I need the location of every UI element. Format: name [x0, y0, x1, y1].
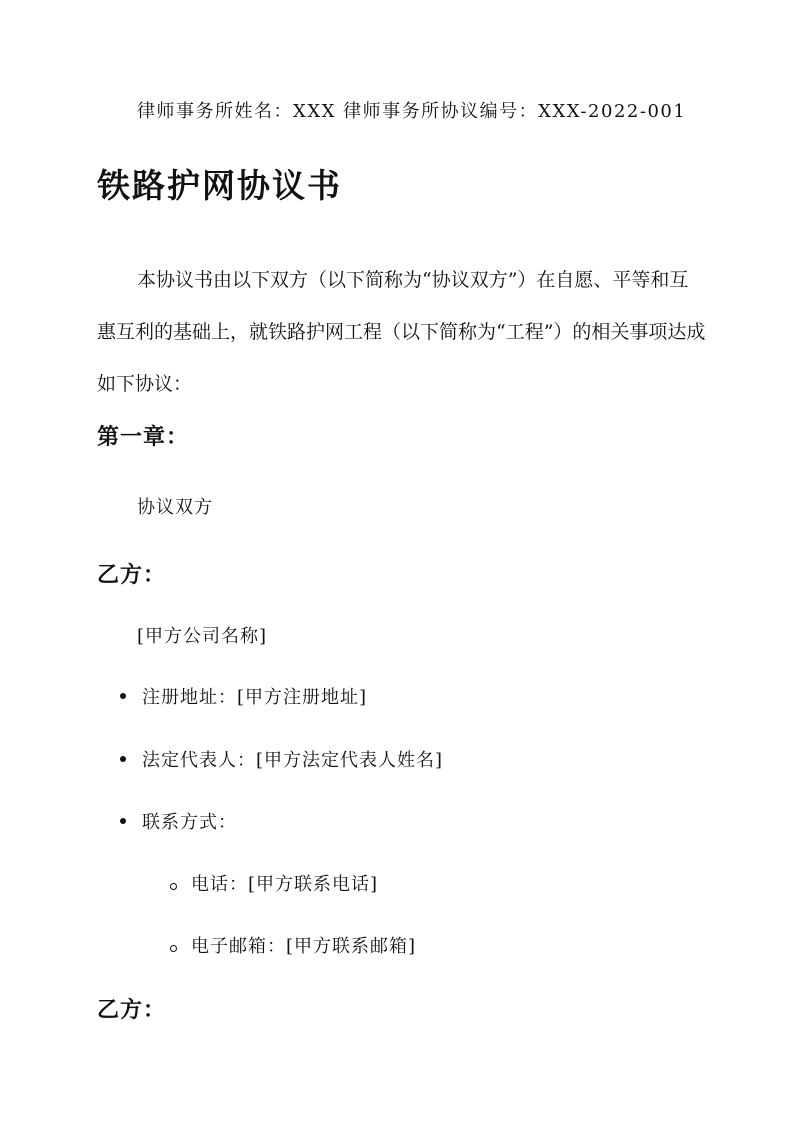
sub-list-item [170, 932, 416, 958]
circle-bullet-icon [170, 883, 177, 890]
bullet-icon [120, 693, 126, 699]
list-item [120, 808, 237, 834]
contact-method: 联系方式： [142, 812, 237, 833]
party-b-heading-2: 乙方： [97, 997, 167, 1023]
document-title: 铁路护网协议书 [97, 166, 342, 205]
contact-email: 电子邮箱：[甲方联系邮箱] [191, 936, 417, 957]
company-name-placeholder: [甲方公司名称] [137, 626, 268, 647]
intro-text: 本协议书由以下双方（以下简称为“协议双方”）在自愿、平等和互惠互利的基础上，就铁路护网工程（以下简称为“工程”）的相关事项达成如下协议： [97, 269, 706, 395]
registered-address: 注册地址：[甲方注册地址] [142, 687, 368, 708]
firm-header-line: 律师事务所姓名：XXX 律师事务所协议编号：XXX-2022-001 [137, 101, 687, 122]
chapter-1-heading: 第一章： [97, 424, 190, 450]
contact-phone: 电话：[甲方联系电话] [191, 874, 379, 895]
party-b-heading-1: 乙方： [97, 562, 167, 588]
bullet-icon [120, 756, 126, 762]
intro-paragraph [97, 254, 707, 410]
list-item [120, 746, 443, 772]
legal-representative: 法定代表人：[甲方法定代表人姓名] [142, 750, 444, 771]
circle-bullet-icon [170, 945, 177, 952]
parties-label: 协议双方 [137, 497, 213, 518]
list-item [120, 683, 367, 709]
bullet-icon [120, 818, 126, 824]
sub-list-item [170, 870, 378, 896]
